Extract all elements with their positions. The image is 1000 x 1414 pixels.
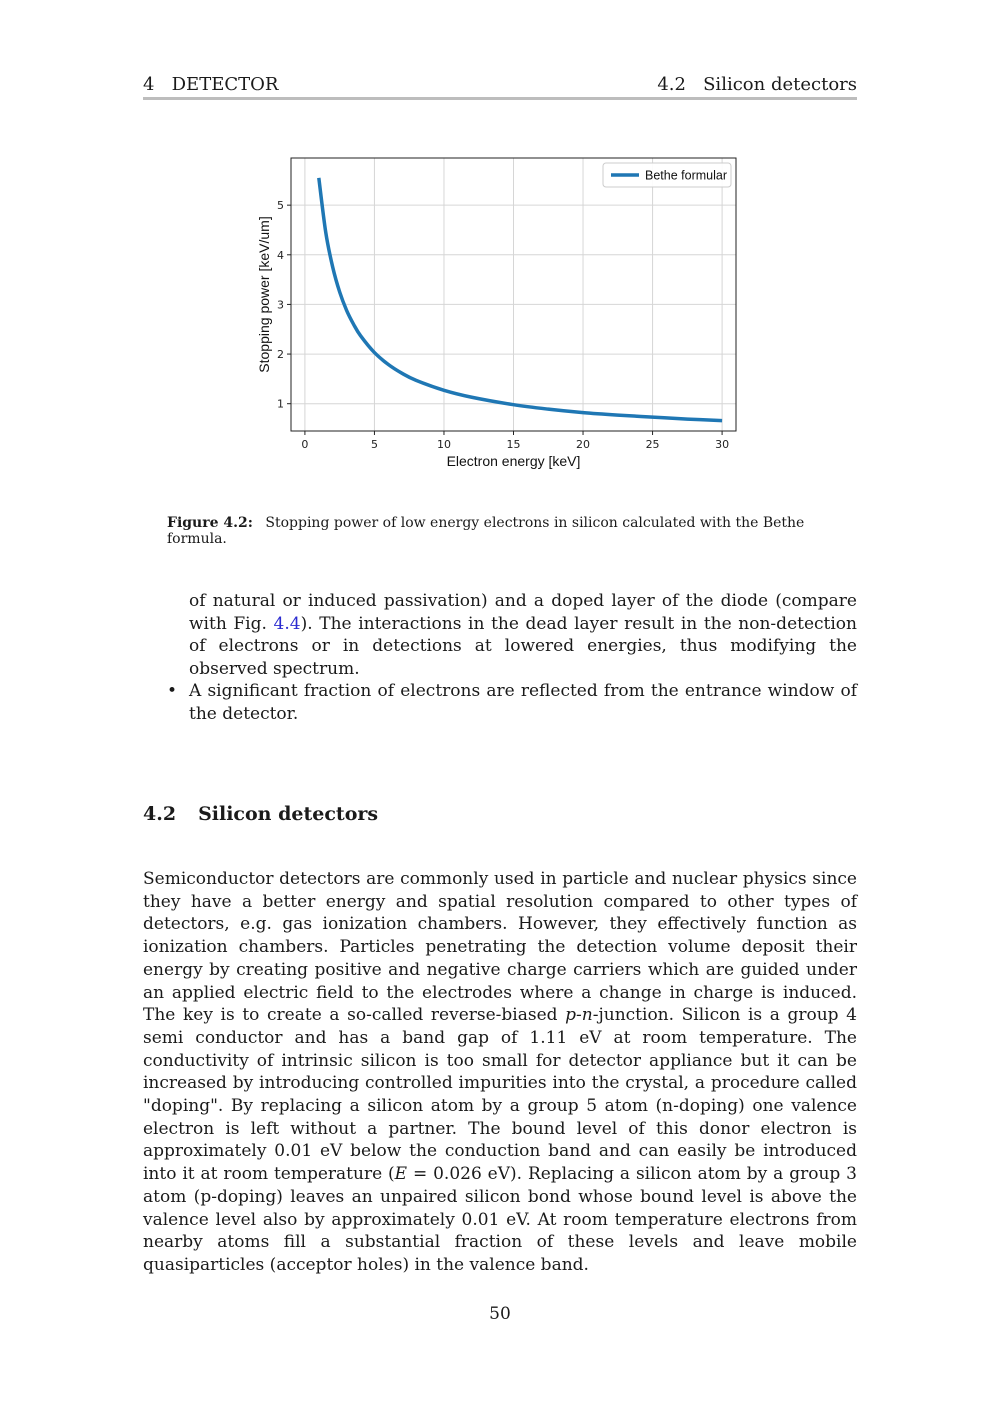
page-number: 50 [489,1304,511,1324]
figure [0,0,1000,500]
bethe-series-line [319,178,722,421]
body-text-2: -junction. Silicon is a group 4 semi conductor and has a band gap of 1.11 eV at room temperature. The conductivity of intrinsic silicon is too small for detector appliance but it can be increased by introducing controlled impurities into the crystal, a procedure called "doping". By replacing a silicon atom by a group 5 atom (n-doping) one valence electron is left without a partner. The bound level of this donor electron is approximately 0.01 eV below the conduction band and can easily be introduced into it at room temperature ( [143,1005,857,1185]
x-tick-label: 0 [301,438,309,451]
figure-caption [167,515,857,547]
pn-term: p-n [565,1005,593,1026]
figure-reference-link[interactable]: 4.4 [273,613,301,634]
continued-paragraph [189,590,857,681]
continued-text-start: of natural or induced passivation) and a doped layer of the diode (compare with Fig. [189,591,857,634]
body-paragraph [143,868,857,1277]
running-header-section: 4.2 Silicon detectors [657,74,857,95]
section-number: 4.2 [143,803,177,825]
y-tick-label: 3 [277,298,284,312]
stopping-power-chart [0,0,1000,500]
body-text-1: Semiconductor detectors are commonly used in particle and nuclear physics since they have a better energy and spatial resolution compared to other types of detectors, e.g. gas ionization chambers. However, they effectively function as ionization chambers. Particles penetrating the detection volume deposit their energy by creating positive and negative charge carriers which are guided under an applied electric field to the electrodes where a change in charge is induced. The key is to create a so-called reverse-biased [143,869,857,1026]
x-tick-label: 25 [645,438,660,451]
continued-text-end: ). The interactions in the dead layer result in the non-detection of electrons or in detections at lowered energies, thus modifying the observed spectrum. [189,613,857,680]
figure-caption-text: Stopping power of low energy electrons in silicon calculated with the Bethe formula. [167,515,805,547]
energy-symbol: E [394,1164,408,1185]
y-tick-label: 5 [277,199,284,213]
x-axis-label: Electron energy [keV] [446,453,581,469]
y-tick-label: 2 [277,348,284,362]
y-tick-label: 1 [277,397,284,411]
section-heading [143,803,378,825]
y-axis-label: Stopping power [keV/um] [256,216,272,373]
x-tick-label: 5 [370,438,378,451]
body-text-3: = 0.026 eV). Replacing a silicon atom by a group 3 atom (p-doping) leaves an unpaired silicon bond whose bound level is above the valence level also by approximately 0.01 eV. At room temperature electrons from nearby atoms fill a substantial fraction of these levels and leave mobile quasiparticles (acceptor holes) in the valence band. [143,1164,857,1275]
bullet-text: A significant fraction of electrons are reflected from the entrance window of the detector. [189,681,857,724]
x-tick-label: 30 [715,438,730,451]
y-tick-label: 4 [277,248,284,262]
legend-label: Bethe formular [645,168,727,183]
x-tick-label: 15 [506,438,521,451]
bullet-marker: • [167,681,178,701]
figure-label: Figure 4.2: [167,515,253,531]
running-header-chapter: 4 DETECTOR [143,74,279,95]
x-tick-label: 20 [576,438,591,451]
x-tick-label: 10 [436,438,451,451]
section-title: Silicon detectors [198,803,379,825]
